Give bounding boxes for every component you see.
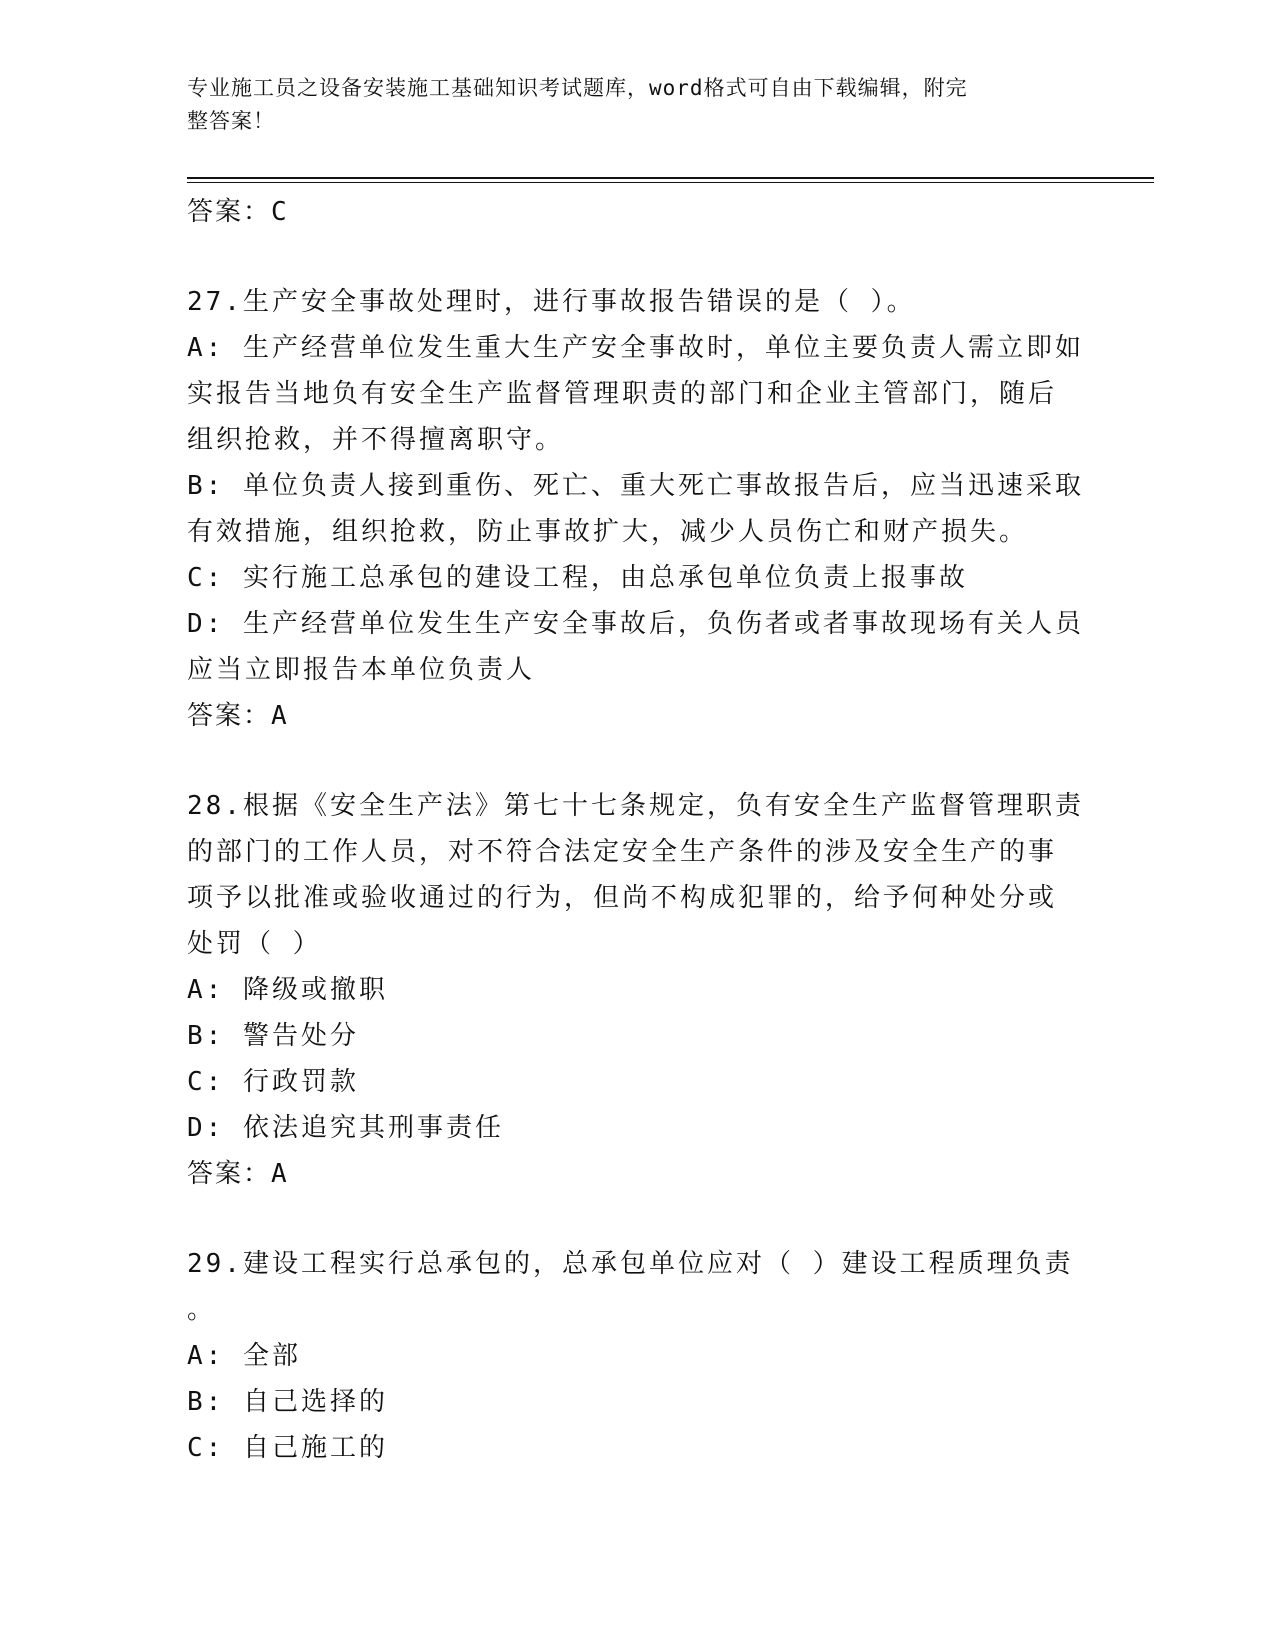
- header-divider-thin: [187, 182, 1154, 183]
- option-b-line-2: 有效措施，组织抢救，防止事故扩大，减少人员伤亡和财产损失。: [187, 517, 1029, 547]
- option-a-line-2: 实报告当地负有安全生产监督管理职责的部门和企业主管部门，随后: [187, 379, 1058, 409]
- option-b-line-1: B: 单位负责人接到重伤、死亡、重大死亡事故报告后，应当迅速采取: [187, 471, 1084, 501]
- question-stem-line-1: 29.建设工程实行总承包的，总承包单位应对（ ）建设工程质理负责: [187, 1249, 1074, 1279]
- header-line-1: 专业施工员之设备安装施工基础知识考试题库，word格式可自由下载编辑，附完: [187, 76, 968, 100]
- question-list: [187, 189, 1087, 1471]
- option-a: A: 全部: [187, 1341, 301, 1371]
- question-stem-line-3: 项予以批准或验收通过的行为，但尚不构成犯罪的，给予何种处分或: [187, 883, 1058, 913]
- spacer: [187, 739, 1087, 783]
- answer-27: 答案：A: [187, 701, 289, 731]
- question-27: [187, 279, 1087, 739]
- document-header: [187, 72, 1067, 138]
- option-b: B: 自己选择的: [187, 1387, 388, 1417]
- question-28: [187, 783, 1087, 1197]
- spacer: [187, 1197, 1087, 1241]
- option-a-line-1: A: 生产经营单位发生重大生产安全事故时，单位主要负责人需立即如: [187, 333, 1084, 363]
- option-a-line-3: 组织抢救，并不得擅离职守。: [187, 425, 565, 455]
- option-d-line-1: D: 生产经营单位发生生产安全事故后，负伤者或者事故现场有关人员: [187, 609, 1084, 639]
- answer-28: 答案：A: [187, 1159, 289, 1189]
- option-d: D: 依法追究其刑事责任: [187, 1113, 504, 1143]
- question-29: [187, 1241, 1087, 1471]
- question-stem: 27.生产安全事故处理时，进行事故报告错误的是（ ）。: [187, 287, 916, 317]
- question-stem-line-4: 处罚（ ）: [187, 929, 322, 959]
- option-d-line-2: 应当立即报告本单位负责人: [187, 655, 536, 685]
- question-stem-line-2: 的部门的工作人员，对不符合法定安全生产条件的涉及安全生产的事: [187, 837, 1058, 867]
- header-divider-thick: [187, 177, 1154, 179]
- option-b: B: 警告处分: [187, 1021, 359, 1051]
- answer-previous: 答案：C: [187, 197, 289, 227]
- option-c: C: 自己施工的: [187, 1433, 388, 1463]
- question-stem-line-2: 。: [187, 1295, 217, 1325]
- question-stem-line-1: 28.根据《安全生产法》第七十七条规定，负有安全生产监督管理职责: [187, 791, 1084, 821]
- option-c-line-1: C: 实行施工总承包的建设工程，由总承包单位负责上报事故: [187, 563, 968, 593]
- header-line-2: 整答案！: [187, 109, 275, 133]
- spacer: [187, 235, 1087, 279]
- option-a: A: 降级或撤职: [187, 975, 388, 1005]
- option-c: C: 行政罚款: [187, 1067, 359, 1097]
